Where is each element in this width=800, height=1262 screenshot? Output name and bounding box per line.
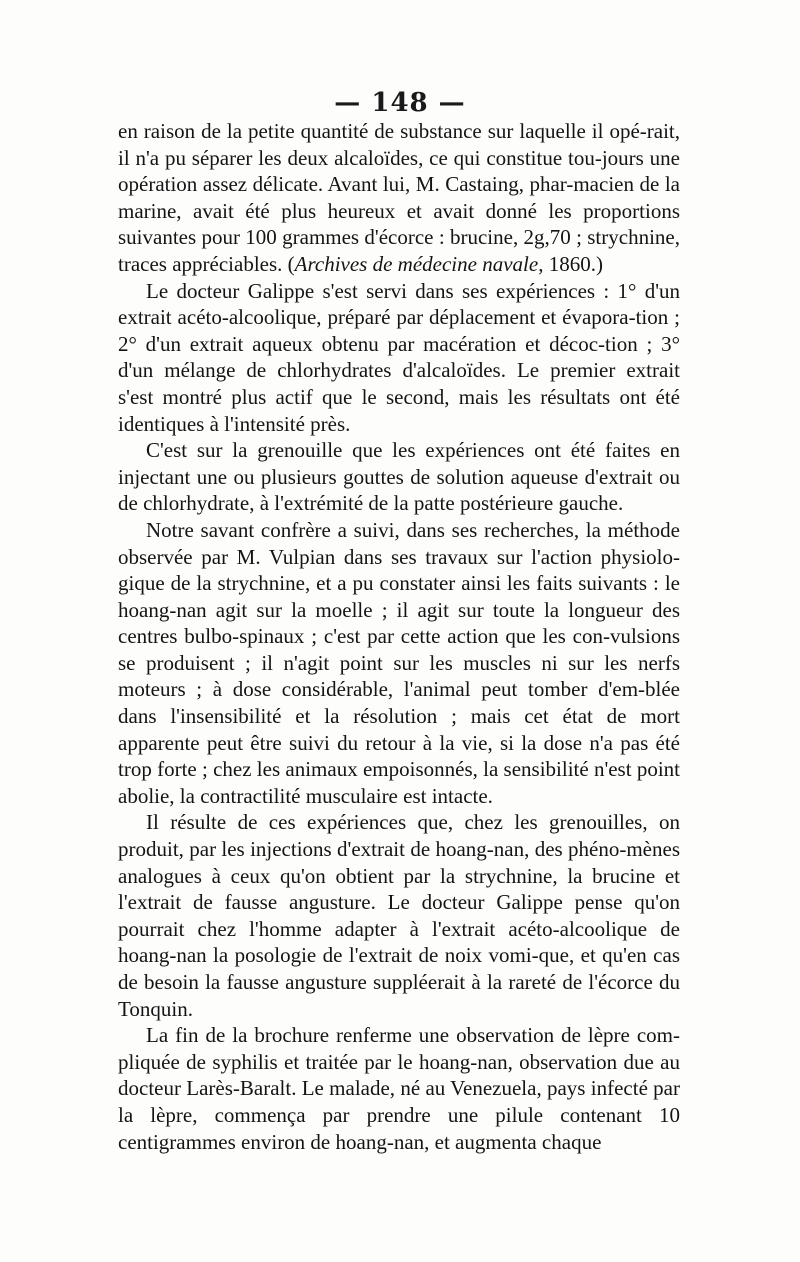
paragraph [118, 517, 680, 810]
page-number: — 148 — [334, 88, 466, 118]
paragraph [118, 1022, 680, 1155]
paragraph [118, 118, 680, 278]
text-run: C'est sur la grenouille que les expériences ont été faites en injectant une ou plusieurs gouttes de solution aqueuse d'extrait ou de chlorhydrate, à l'extrémité de la patte postérieure gauche. [118, 438, 680, 516]
text-run: Notre savant confrère a suivi, dans ses recherches, la méthode observée par M. Vulpian dans ses travaux sur l'action physiolo-gique de la strychnine, et a pu constater ainsi les faits suivants : le hoang-nan agit sur la moelle ; il agit sur toute la longueur des centres bulbo-spinaux ; c'est par cette action que les con-vulsions se produisent ; il n'agit point sur les muscles ni sur les nerfs moteurs ; à dose considérable, l'animal peut tomber d'em-blée dans l'insensibilité et la résolution ; mais cet état de mort apparente peut être suivi du retour à la vie, si la dose n'a pas été trop forte ; chez les animaux empoisonnés, la sensibilité n'est point abolie, la contractilité musculaire est intacte. [118, 517, 680, 808]
text-run: , 1860.) [538, 251, 603, 276]
paragraph [118, 278, 680, 438]
text-run: en raison de la petite quantité de substance sur laquelle il opé-rait, il n'a pu séparer les deux alcaloïdes, ce qui constitue tou-jours une opération assez délicate. Avant lui, M. Castaing, phar-macien de la marine, avait été plus heureux et avait donné les proportions suivantes pour 100 grammes d'écorce : brucine, 2g,70 ; strychnine, traces appréciables. ( [118, 119, 680, 276]
text-run: Il résulte de ces expériences que, chez les grenouilles, on produit, par les injections d'extrait de hoang-nan, des phéno-mènes analogues à ceux qu'on obtient par la strychnine, la brucine et l'extrait de fausse angusture. Le docteur Galippe pense qu'on pourrait chez l'homme adapter à l'extrait acéto-alcoolique de hoang-nan la posologie de l'extrait de noix vomi-que, et qu'en cas de besoin la fausse angusture suppléerait à la rareté de l'écorce du Tonquin. [118, 810, 680, 1021]
body-text [118, 118, 680, 1155]
journal-title: Archives de médecine navale [294, 251, 539, 276]
paragraph [118, 809, 680, 1022]
text-run: Le docteur Galippe s'est servi dans ses expériences : 1° d'un extrait acéto-alcoolique, préparé par déplacement et évapora-tion ; 2° d'un extrait aqueux obtenu par macération et décoc-tion ; 3° d'un mélange de chlorhydrates d'alcaloïdes. Le premier extrait s'est montré plus actif que le second, mais les résultats ont été identiques à l'intensité près. [118, 278, 680, 436]
paragraph [118, 437, 680, 517]
text-run: La fin de la brochure renferme une observation de lèpre com-pliquée de syphilis et traitée par le hoang-nan, observation due au docteur Larès-Baralt. Le malade, né au Venezuela, pays infecté par la lèpre, commença par prendre une pilule contenant 10 centigrammes environ de hoang-nan, et augmenta chaque [118, 1023, 680, 1154]
